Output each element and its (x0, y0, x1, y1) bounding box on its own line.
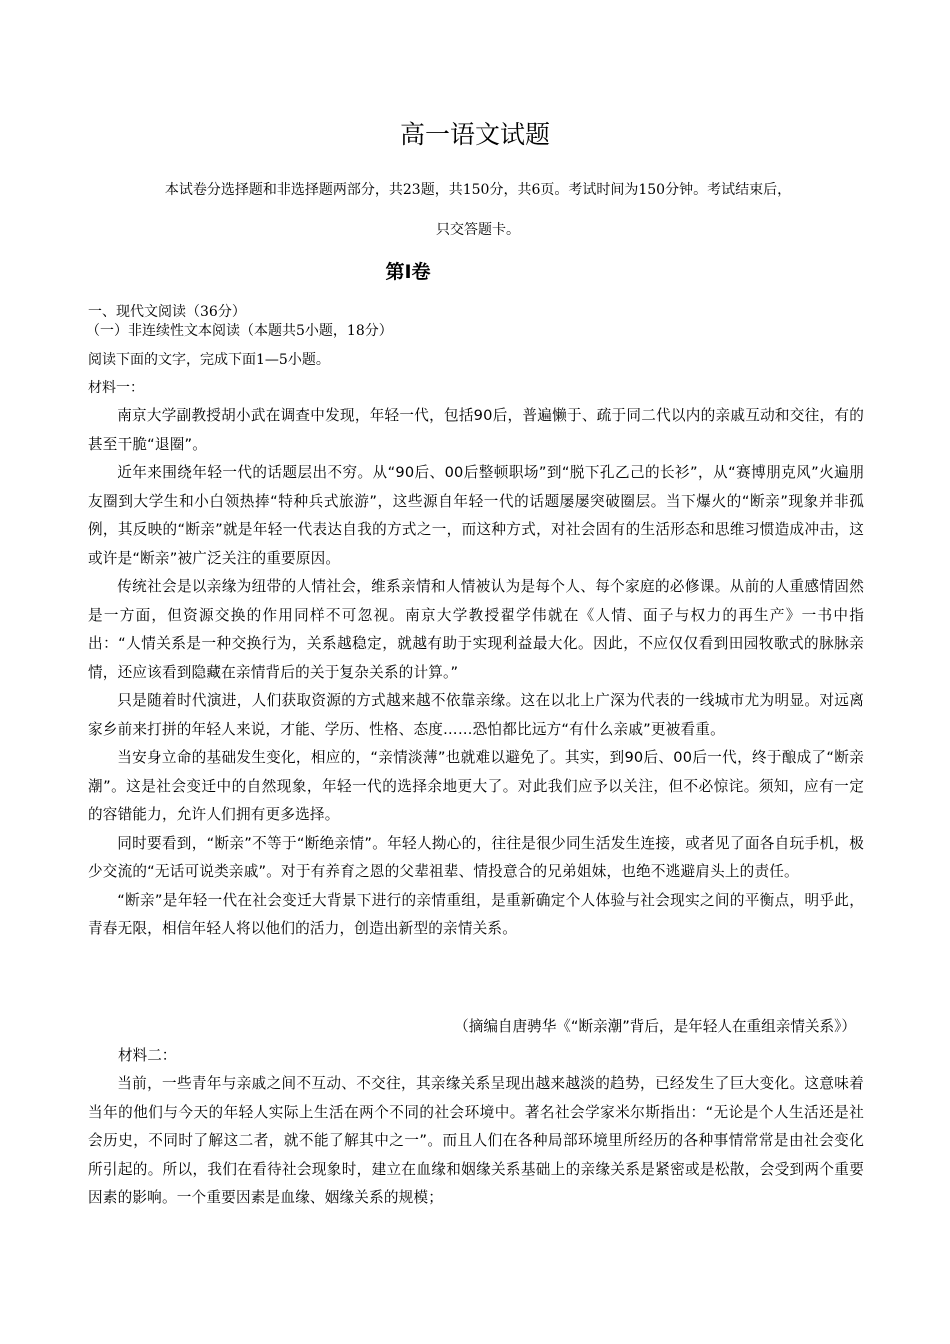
material-1-label: 材料一： (88, 380, 144, 396)
material-1-paragraph: 南京大学副教授胡小武在调查中发现，年轻一代，包括90后，普遍懒于、疏于同二代以内的亲戚互动和交往，有的甚至干脆“退圈”。 (88, 407, 864, 453)
material-2-paragraph: 当前，一些青年与亲戚之间不互动、不交往，其亲缘关系呈现出越来越淡的趋势，已经发生了巨大变化。这意味着当年的他们与今天的年轻人实际上生活在两个不同的社会环境中。著名社会学家米尔斯指出：“无论是个人生活还是社会历史，不同时了解这二者，就不能了解其中之一”。而且人们在各种局部环境里所经历的各种事情常常是由社会变化所引起的。所以，我们在看待社会现象时，建立在血缘和姻缘关系基础上的亲缘关系是紧密或是松散，会受到两个重要因素的影响。一个重要因素是血缘、姻缘关系的规模； (88, 1075, 864, 1206)
material-1-paragraph: 当安身立命的基础发生变化，相应的，“亲情淡薄”也就难以避免了。其实，到90后、00后一代，终于酿成了“断亲潮”。这是社会变迁中的自然现象，年轻一代的选择余地更大了。对此我们应予以关注，但不必惊诧。须知，应有一定的容错能力，允许人们拥有更多选择。 (88, 749, 864, 823)
exam-instructions-line-2: 只交答题卡。 (436, 222, 520, 238)
material-1-paragraph: 同时要看到，“断亲”不等于“断绝亲情”。年轻人拗心的，往往是很少同生活发生连接，或者见了面各自玩手机，极少交流的“无话可说类亲戚”。对于有养育之恩的父辈祖辈、情投意合的兄弟姐妹，也绝不逃避肩头上的责任。 (88, 834, 864, 880)
section-heading: 一、现代文阅读（36分） (88, 304, 246, 320)
material-1-citation: （摘编自唐骋华《“断亲潮”背后，是年轻人在重组亲情关系》） (454, 1018, 856, 1035)
reading-prompt: 阅读下面的文字，完成下面1—5小题。 (88, 352, 330, 368)
material-2-body (88, 1070, 864, 1213)
section-subheading: （一）非连续性文本阅读（本题共5小题，18分） (86, 323, 393, 339)
material-1-paragraph: 近年来围绕年轻一代的话题层出不穷。从“90后、00后整顿职场”到“脱下孔乙己的长衫”，从“赛博朋克风”火遍朋友圈到大学生和小白领热捧“特种兵式旅游”，这些源自年轻一代的话题屡屡突破圈层。当下爆火的“断亲”现象并非孤例，其反映的“断亲”就是年轻一代表达自我的方式之一，而这种方式，对社会固有的生活形态和思维习惯造成冲击，这或许是“断亲”被广泛关注的重要原因。 (88, 464, 864, 567)
exam-title: 高一语文试题 (399, 120, 550, 149)
material-1-paragraph: 传统社会是以亲缘为纽带的人情社会，维系亲情和人情被认为是每个人、每个家庭的必修课。从前的人重感情固然是一方面，但资源交换的作用同样不可忽视。南京大学教授翟学伟就在《人情、面子与权力的再生产》一书中指出：“人情关系是一种交换行为，关系越稳定，就越有助于实现利益最大化。因此，不应仅仅看到田园牧歌式的脉脉亲情，还应该看到隐藏在亲情背后的关于复杂关系的计算。” (88, 578, 864, 681)
material-2-label: 材料二： (118, 1047, 177, 1064)
material-1-paragraph: “断亲”是年轻一代在社会变迁大背景下进行的亲情重组，是重新确定个人体验与社会现实之间的平衡点，明乎此，青春无限，相信年轻人将以他们的活力，创造出新型的亲情关系。 (88, 891, 864, 937)
volume-heading: 第Ⅰ卷 (385, 261, 431, 283)
material-1-body (88, 402, 864, 944)
exam-instructions-line-1: 本试卷分选择题和非选择题两部分，共23题，共150分，共6页。考试时间为150分钟。考试结束后， (164, 182, 792, 198)
material-1-paragraph: 只是随着时代演进，人们获取资源的方式越来越不依靠亲缘。这在以北上广深为代表的一线城市尤为明显。对远离家乡前来打拼的年轻人来说，才能、学历、性格、态度……恐怕都比远方“有什么亲戚”更被看重。 (88, 692, 864, 738)
